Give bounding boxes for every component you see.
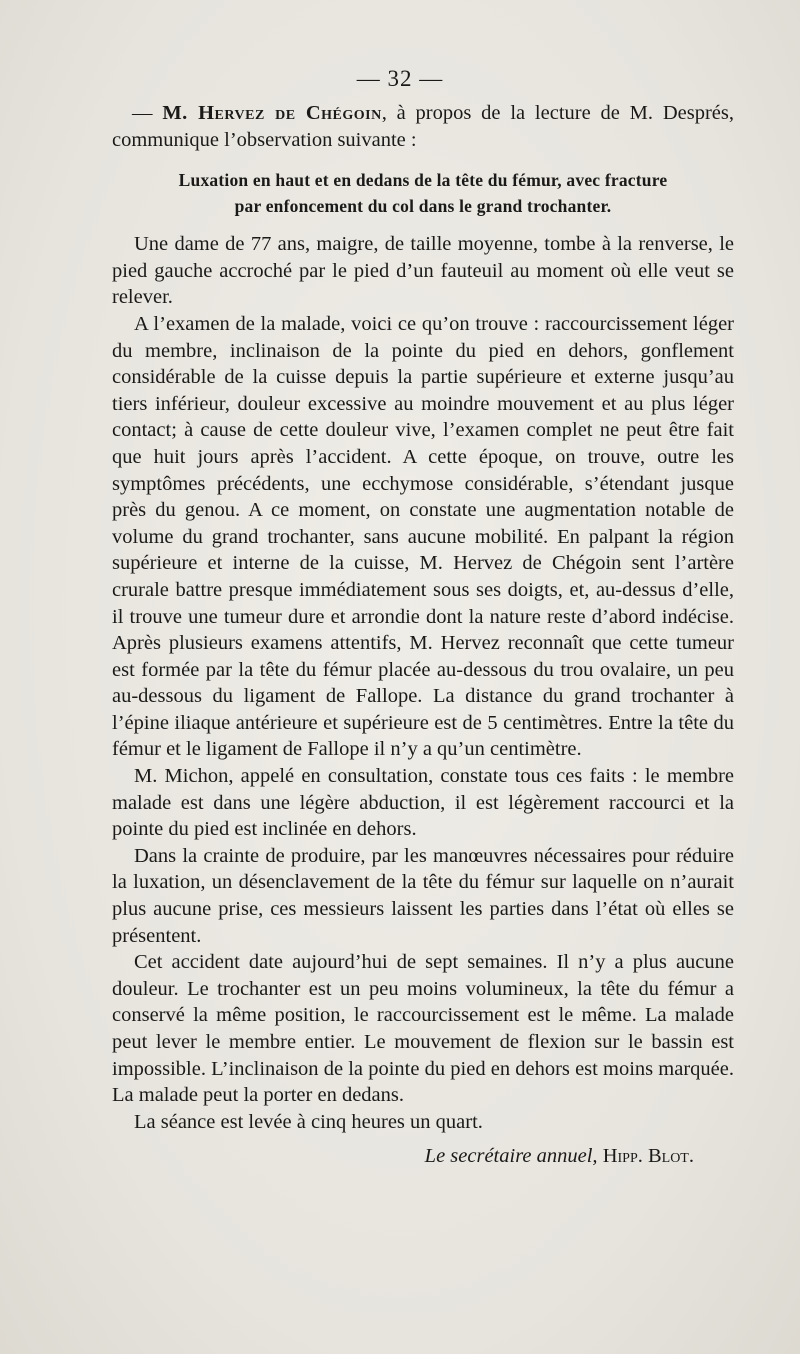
paragraph-followup: Cet accident date aujourd’hui de sept semaines. Il n’y a plus aucune douleur. Le trochanter est un peu moins volumineux, la tête du fémur a conservé la même position, le raccourcissement est le même. La malade peut lever le membre entier. Le mouvement de flexion sur le bassin est impossible. L’inclinaison de la pointe du pied en dehors est moins marquée. La malade peut la porter en dedans. <box>112 951 734 1107</box>
paragraph-closing: La séance est levée à cinq heures un quart. <box>134 1110 483 1133</box>
paragraph-consultation: M. Michon, appelé en consultation, constate tous ces faits : le membre malade est dans une légère abduction, il est légèrement raccourci et la pointe du pied est inclinée en dehors. <box>112 765 734 841</box>
signature-name: Hipp. Blot. <box>602 1145 694 1168</box>
page-number: — 32 — <box>356 66 444 91</box>
paragraph-examination: A l’examen de la malade, voici ce qu’on trouve : raccourcissement léger du membre, inclinaison de la pointe du pied en dehors, gonflement considérable de la cuisse depuis la partie supérieure et externe jusqu’au tiers inférieur, douleur excessive au moindre mouvement et au plus léger contact; à cause de cette douleur vive, l’examen complet ne peut être fait que huit jours après l’accident. A cette époque, on trouve, outre les symptômes précédents, une ecchymose considérable, s’étendant jusque près du genou. A ce moment, on constate une augmentation notable de volume du grand trochanter, sans aucune mobilité. En palpant la région supérieure et interne de la cuisse, M. Hervez de Chégoin sent l’artère crurale battre presque immédiatement sous ses doigts, et, au-dessus d’elle, il trouve une tumeur dure et arrondie dont la nature reste d’abord indécise. Après plusieurs examens attentifs, M. Hervez reconnaît que cette tumeur est formée par la tête du fémur placée au-dessous du trou ovalaire, un peu au-dessous du ligament de Fallope. La distance du grand trochanter à l’épine iliaque antérieure et supérieure est de 5 centimètres. Entre la tête du fémur et le ligament de Fallope il n’y a qu’un centimètre. <box>112 312 734 761</box>
intro-dash: — <box>132 102 163 124</box>
signature-role: Le secrétaire annuel, <box>424 1145 598 1168</box>
speaker-name: M. Hervez de Chégoin <box>162 102 382 124</box>
section-heading-line-2: par enfoncement du col dans le grand trochanter. <box>234 196 612 217</box>
intro-text: , à propos de la lecture de M. Després, communique l’observation suivante : <box>112 102 734 151</box>
paragraph-case-description: Une dame de 77 ans, maigre, de taille moyenne, tombe à la renverse, le pied gauche accroché par le pied d’un fauteuil au moment où elle veut se relever. <box>112 233 734 309</box>
page-body <box>112 100 734 1170</box>
section-heading-line-1: Luxation en haut et en dedans de la tête du fémur, avec fracture <box>178 170 668 191</box>
paragraph-decision: Dans la crainte de produire, par les manœuvres nécessaires pour réduire la luxation, un désenclavement de la tête du fémur sur laquelle on n’aurait plus aucune prise, ces messieurs laissent les parties dans l’état où elles se présentent. <box>112 844 734 947</box>
signature <box>112 1143 734 1170</box>
section-heading <box>112 167 734 219</box>
intro-paragraph <box>112 100 734 153</box>
